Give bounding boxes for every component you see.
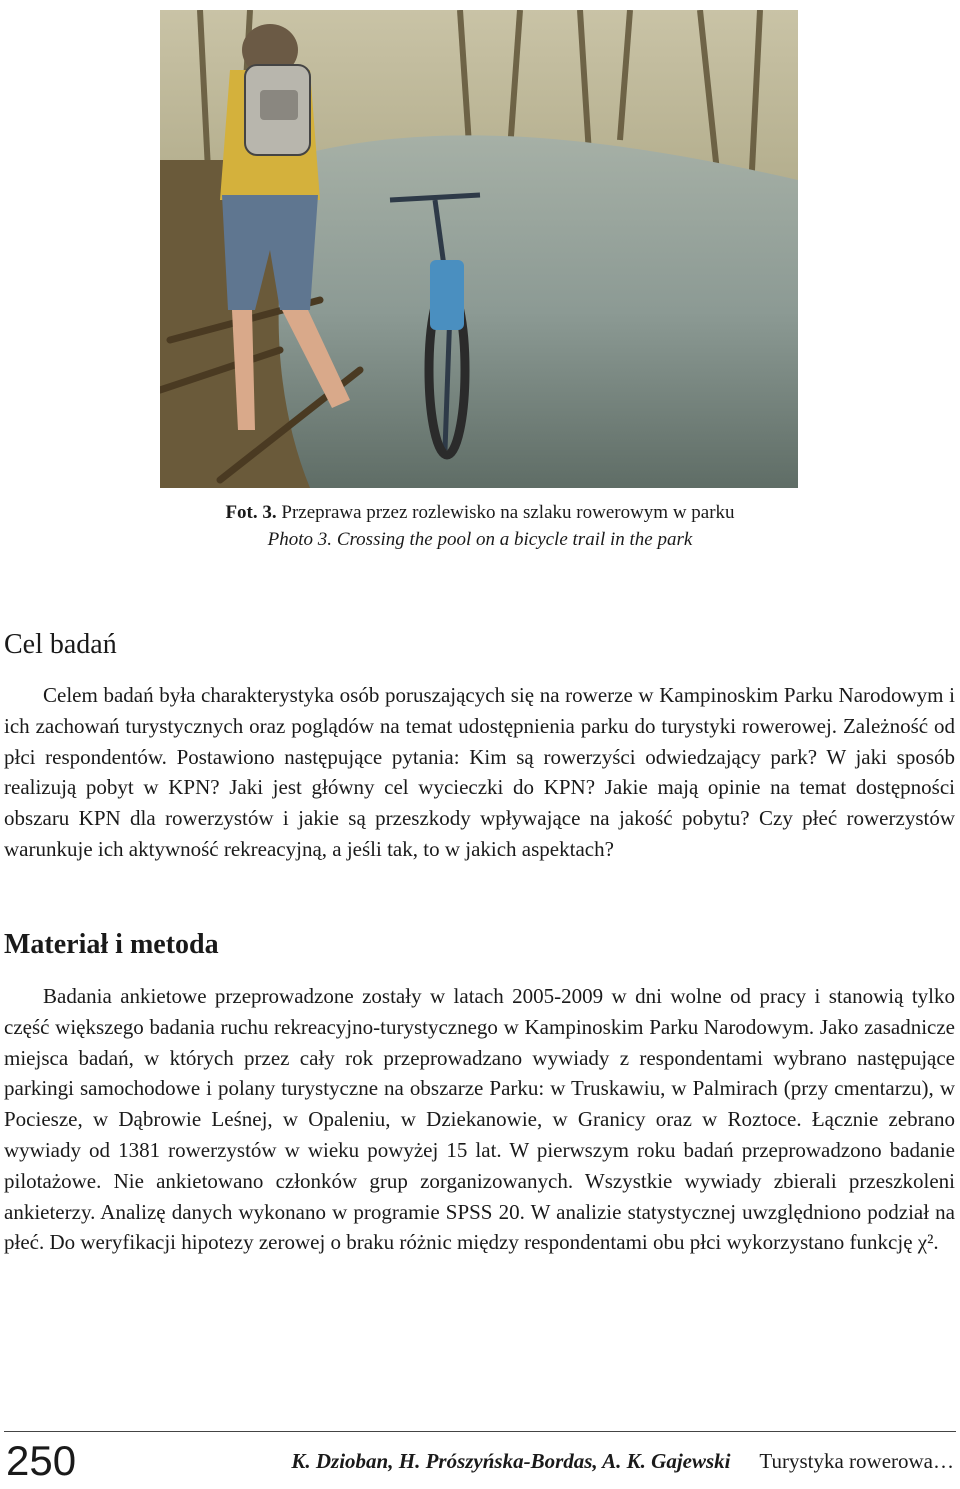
footer-running-title: Turystyka rowerowa… xyxy=(759,1449,954,1473)
section-body-method: Badania ankietowe przeprowadzone zostały w latach 2005-2009 w dni wolne od pracy i stanowią tylko część większego badania ruchu rekreacyjno-turystycznego w Kampinoskim Parku Narodowym. Jako zasadnicze miejsca badań, w których przez cały rok przeprowadzano wywiady z respondentami wybrano następujące parkingi samochodowe i polany turystyczne na obszarze Parku: w Truskawiu, w Palmirach (przy cmentarzu), w Pociesze, w Dąbrowie Leśnej, w Opaleniu, w Dziekanowie, w Granicy oraz w Roztoce. Łącznie zebrano wywiady od 1381 rowerzystów w wieku powyżej 15 lat. W pierwszym roku badań przeprowadzono badanie pilotażowe. Nie ankietowano członków grup zorganizowanych. Wszystkie wywiady zbierali przeszkoleni ankieterzy. Analizę danych wykonano w programie SPSS 20. W analizie statystycznej uwzględniono podział na płeć. Do weryfikacji hipotezy zerowej o braku różnic między respondentami obu płci wykorzystano funkcję χ². xyxy=(4,984,955,1255)
figure-caption-english xyxy=(0,527,960,553)
running-footer xyxy=(291,1446,954,1476)
caption-text-english: Crossing the pool on a bicycle trail in the park xyxy=(336,529,693,550)
page-number: 250 xyxy=(6,1437,77,1484)
figure-photo xyxy=(160,10,798,488)
section-body-aim: Celem badań była charakterystyka osób poruszających się na rowerze w Kampinoskim Parku Narodowym i ich zachowań turystycznych oraz poglądów na temat udostępnienia parku do turystyki rowerowej. Zależność od płci respondentów. Postawiono następujące pytania: Kim są rowerzyści odwiedzający park? W jaki sposób realizują pobyt w KPN? Jaki jest główny cel wycieczki do KPN? Jakie mają opinie na temat dostępności obszaru KPN dla rowerzystów i jakie są przeszkody wpływające na jakość pobytu? Czy płeć rowerzystów warunkuje ich aktywność rekreacyjną, a jeśli tak, to w jakich aspektach? xyxy=(4,683,955,861)
footer-rule xyxy=(4,1431,956,1432)
section-heading-aim: Cel badań xyxy=(4,629,117,660)
footer-authors: K. Dzioban, H. Prószyńska-Bordas, A. K. Gajewski xyxy=(291,1449,731,1473)
caption-label-polish: Fot. 3. xyxy=(225,502,277,523)
photo-cyclists-crossing-flooded-trail xyxy=(160,10,798,488)
caption-label-english: Photo 3. xyxy=(267,529,333,550)
figure-caption-polish xyxy=(0,500,960,526)
caption-text-polish: Przeprawa przez rozlewisko na szlaku rowerowym w parku xyxy=(281,502,735,523)
section-heading-method: Materiał i metoda xyxy=(4,929,219,960)
